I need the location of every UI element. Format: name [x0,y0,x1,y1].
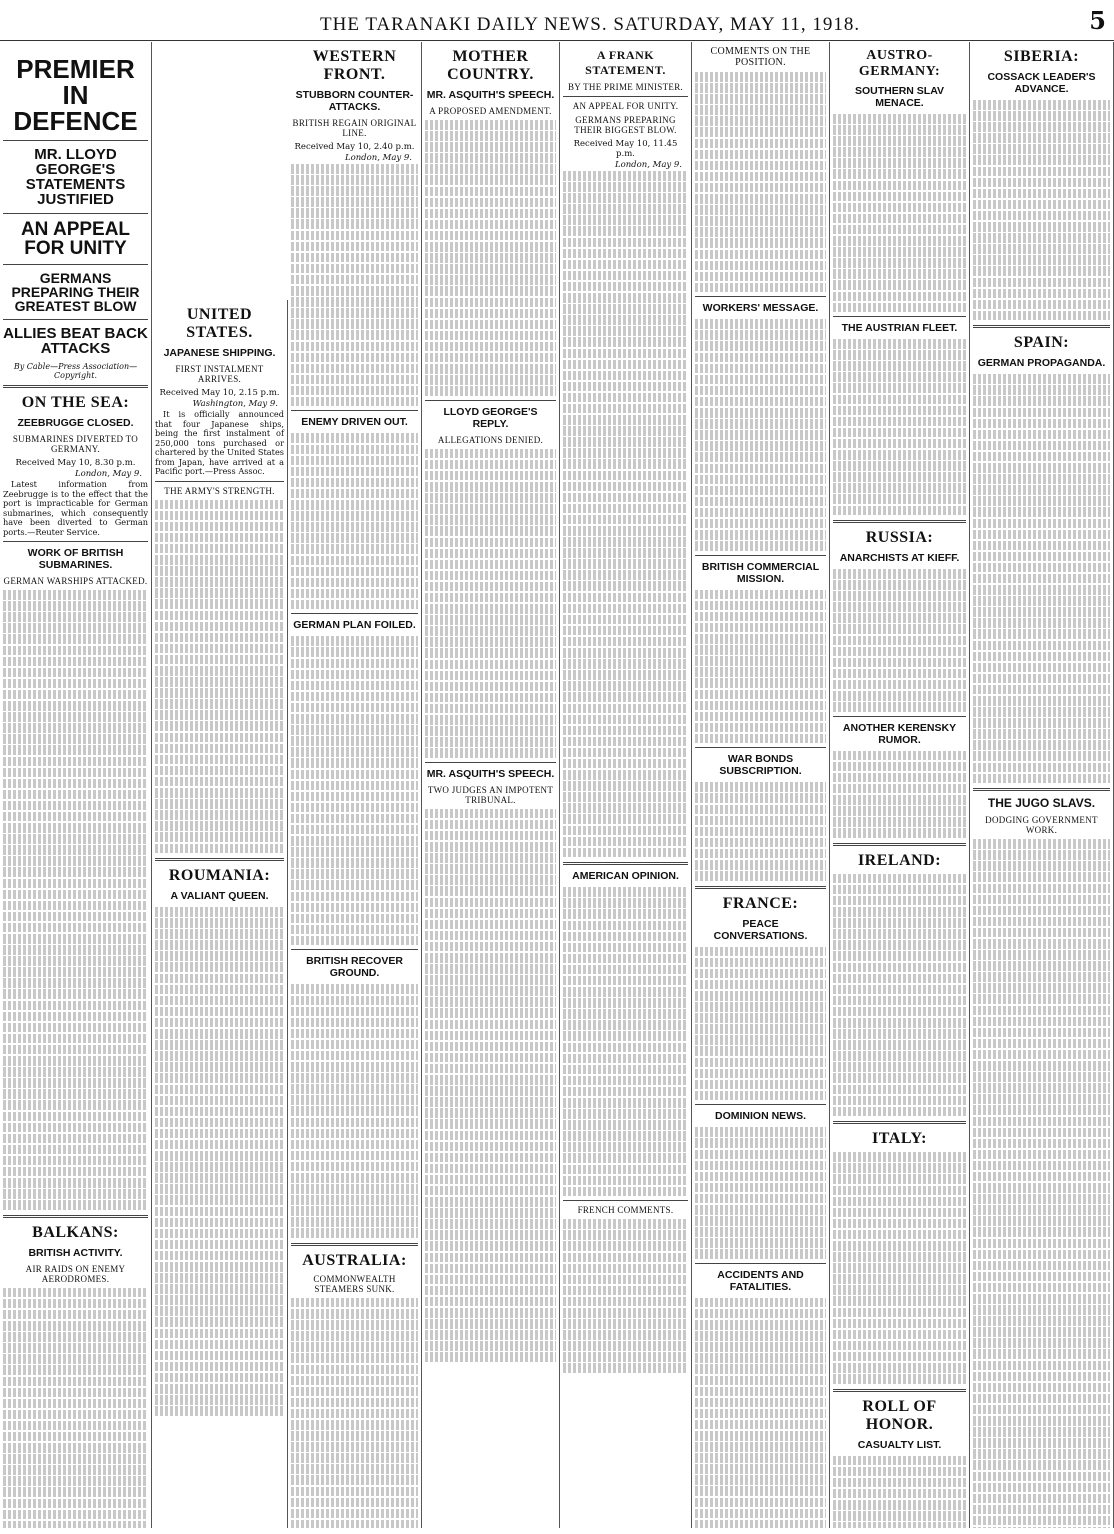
sub-amendment: A PROPOSED AMENDMENT. [429,106,552,116]
sub-american-opinion: AMERICAN OPINION. [572,870,679,883]
text-block [833,114,966,312]
sub-dominion-news: DOMINION NEWS. [715,1110,806,1123]
article-paragraph: Latest information from Zeebrugge is to the effect that the port is impracticable for German submarines, which consequently have been diverted to German ports.—Reuter Service. [3,479,148,537]
sub-german-plan: GERMAN PLAN FOILED. [293,619,416,632]
section-france: FRANCE: [722,894,799,912]
text-block [563,171,688,857]
section-austro-germany: AUSTRO-GERMANY: [858,48,941,79]
sub-french-comments: FRENCH COMMENTS. [577,1205,674,1216]
text-block [833,1456,966,1528]
text-block [425,809,556,1362]
sub-german-propaganda: GERMAN PROPAGANDA. [977,357,1106,370]
section-australia: AUSTRALIA: [302,1251,407,1269]
section-russia: RUSSIA: [865,529,934,546]
section-jugo-slavs: THE JUGO SLAVS. [987,796,1096,811]
text-block [563,887,688,1196]
sub-valiant-queen: A VALIANT QUEEN. [170,890,269,903]
text-block [291,636,418,945]
text-block [155,500,284,853]
sub-japanese-shipping: JAPANESE SHIPPING. [163,347,276,359]
sub-slav-menace: SOUTHERN SLAV MENACE. [854,85,945,109]
column-1 [0,42,152,1528]
text-block [695,1298,826,1528]
sub-kieff: ANARCHISTS AT KIEFF. [839,552,960,564]
sub-biggest-blow: GERMANS PREPARING THEIR BIGGEST BLOW. [574,115,677,135]
text-block [3,590,148,1210]
headline-germans: GERMANS PREPARING THEIR GREATEST BLOW [11,270,140,314]
column-8 [970,42,1114,1528]
sub-appeal-unity: AN APPEAL FOR UNITY. [572,101,679,111]
sub-warships: GERMAN WARSHIPS ATTACKED. [3,576,148,587]
text-block [425,120,556,396]
text-block [425,449,556,758]
headline-statements: MR. LLOYD GEORGE'S STATEMENTS JUSTIFIED [25,146,126,208]
section-comments-position: COMMENTS ON THE POSITION. [710,46,811,68]
text-block [973,100,1110,320]
column-3 [288,42,422,1528]
received-line: Received May 10, 8.30 p.m. [15,458,136,468]
dateline: London, May 9. [614,160,682,170]
sub-lloyd-george-reply: LLOYD GEORGE'S REPLY. [443,405,538,430]
sub-dodging-work: DODGING GOVERNMENT WORK. [985,815,1098,836]
text-block [833,569,966,712]
text-block [695,72,826,292]
section-mother-country: MOTHER COUNTRY. [447,48,534,83]
sub-cossack-leader: COSSACK LEADER'S ADVANCE. [987,71,1096,95]
section-spain: SPAIN: [1013,334,1070,352]
text-block [155,907,284,1416]
sub-asquith-speech-2: MR. ASQUITH'S SPEECH. [426,767,555,780]
dateline: Washington, May 9. [192,399,278,409]
text-block [973,839,1110,1528]
sub-steamers-sunk: COMMONWEALTH STEAMERS SUNK. [313,1273,396,1294]
masthead [0,0,1114,41]
text-block [695,319,826,550]
sub-peace-conversations: PEACE CONVERSATIONS. [713,917,808,942]
column-4 [422,42,560,1528]
headline-premier: PREMIER IN DEFENCE [13,54,138,136]
sub-work-submarines: WORK OF BRITISH SUBMARINES. [27,547,124,572]
text-block [291,1298,418,1528]
sub-enemy-driven-out: ENEMY DRIVEN OUT. [301,416,408,429]
sub-original-line: BRITISH REGAIN ORIGINAL LINE. [292,118,417,138]
sub-two-judges: TWO JUDGES AN IMPOTENT TRIBUNAL. [427,784,554,805]
sub-recover-ground: BRITISH RECOVER GROUND. [306,955,403,980]
section-ireland: IRELAND: [857,851,942,869]
sub-counter-attacks: STUBBORN COUNTER-ATTACKS. [295,89,414,113]
column-7 [830,42,970,1528]
section-balkans: BALKANS: [32,1223,119,1241]
dateline: London, May 9. [344,153,412,163]
section-frank-statement: A FRANK STATEMENT. [585,48,666,77]
sub-prime-minister: BY THE PRIME MINISTER. [567,82,684,92]
article-paragraph: It is officially announced that four Japanese ships, being the first instalment of 250,000 tons purchased or chartered by the United States from Japan, have arrived at a Pacific port.—Press Assoc. [155,409,284,477]
sub-commercial-mission: BRITISH COMMERCIAL MISSION. [701,560,820,585]
text-block [833,339,966,515]
sub-asquith-speech: MR. ASQUITH'S SPEECH. [426,89,555,101]
text-block [973,374,1110,783]
column-6 [692,42,830,1528]
headline-appeal: AN APPEAL FOR UNITY [20,219,131,259]
column-2 [152,300,288,1528]
text-block [563,1219,688,1373]
sub-british-activity: BRITISH ACTIVITY. [28,1246,123,1259]
headline-allies: ALLIES BEAT BACK ATTACKS [3,325,148,357]
text-block [833,751,966,838]
section-roumania: ROUMANIA: [168,867,271,885]
text-block [833,1152,966,1383]
section-italy: ITALY: [872,1130,927,1148]
sub-austrian-fleet: THE AUSTRIAN FLEET. [841,322,958,335]
section-roll-of-honor: ROLL OF HONOR. [862,1397,937,1433]
text-block [695,947,826,1101]
received-line: Received May 10, 2.15 p.m. [159,388,280,398]
section-western-front: WESTERN FRONT. [312,48,397,83]
section-on-the-sea: ON THE SEA: [21,394,130,411]
received-line: Received May 10, 2.40 p.m. [294,142,415,152]
sub-workers-message: WORKERS' MESSAGE. [702,302,819,315]
text-block [695,590,826,744]
received-line: Received May 10, 11.45 p.m. [573,139,678,159]
sub-allegations-denied: ALLEGATIONS DENIED. [437,434,544,445]
section-siberia: SIBERIA: [1003,48,1080,65]
dateline: London, May 9. [74,469,142,479]
text-block [3,1288,148,1528]
sub-air-raids: AIR RAIDS ON ENEMY AERODROMES. [25,1263,126,1284]
newspaper-title: THE TARANAKI DAILY NEWS. SATURDAY, MAY 11, 1918. [320,14,861,35]
sub-submarines: SUBMARINES DIVERTED TO GERMANY. [12,434,139,454]
text-block [291,433,418,609]
byline: By Cable—Press Association—Copyright. [13,362,138,380]
text-block [833,874,966,1116]
sub-first-instalment: FIRST INSTALMENT ARRIVES. [175,364,264,384]
sub-zeebrugge: ZEEBRUGGE CLOSED. [17,417,134,429]
sub-accidents: ACCIDENTS AND FATALITIES. [717,1268,804,1293]
text-block [695,1127,826,1259]
sub-army-strength: THE ARMY'S STRENGTH. [164,485,275,496]
text-block [291,164,418,406]
text-block [695,782,826,880]
column-5 [560,42,692,1528]
sub-war-bonds: WAR BONDS SUBSCRIPTION. [719,753,802,778]
page-number: 5 [1089,6,1106,35]
sub-casualty-list: CASUALTY LIST. [857,1438,942,1451]
sub-kerensky: ANOTHER KERENSKY RUMOR. [842,721,957,746]
text-block [291,984,418,1238]
section-united-states: UNITED STATES. [186,306,253,341]
